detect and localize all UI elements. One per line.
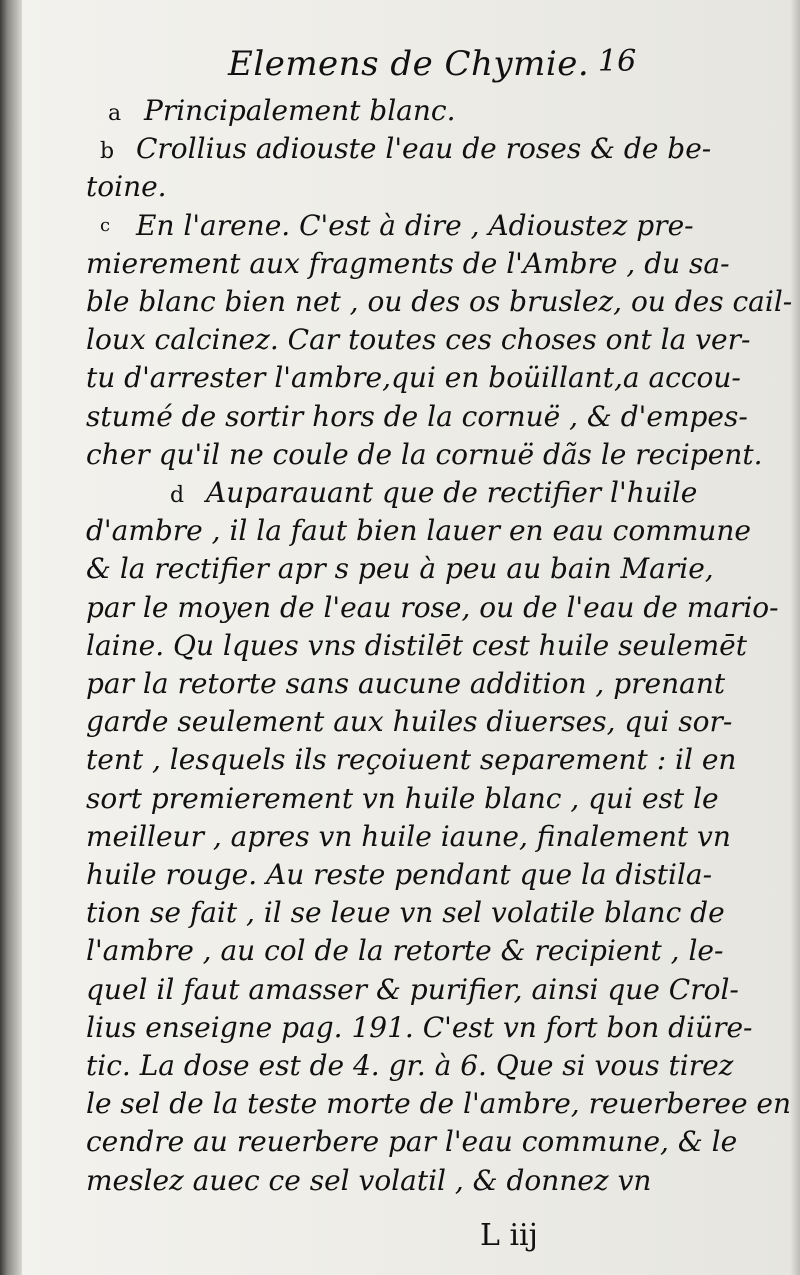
line-text: sort premierement vn huile blanc , qui est le <box>86 781 719 815</box>
text-line <box>86 894 725 932</box>
note-marker: c <box>100 214 111 236</box>
text-line <box>86 398 748 436</box>
text-line <box>86 245 730 283</box>
text-line <box>86 1162 656 1200</box>
text-line <box>86 436 763 474</box>
line-text: tic. La dose est de 4. gr. à 6. Que si vous tirez <box>86 1049 734 1082</box>
text-line <box>86 665 726 703</box>
page-number: 16 <box>598 44 637 79</box>
text-line <box>86 512 751 550</box>
line-text: ble blanc bien net , ou des os bruslez, ou des cail- <box>86 285 793 318</box>
text-line <box>86 856 713 894</box>
line-text: & la rectifier apr s peu à peu au bain Marie, <box>86 552 714 586</box>
line-text: laine. Qu lques vns distilēt cest huile seulemēt <box>86 628 747 662</box>
text-line <box>86 703 733 741</box>
line-text: l'ambre , au col de la retorte & recipient , le- <box>86 934 724 968</box>
text-line <box>108 92 656 133</box>
line-text: lius enseigne pag. 191. C'est vn fort bon diüre- <box>86 1010 753 1044</box>
line-text: En l'arene. C'est à dire , Adioustez pre- <box>136 208 694 242</box>
running-header <box>228 40 658 90</box>
line-text: mierement aux fragments de l'Ambre , du sa- <box>86 246 730 280</box>
line-text: cendre au reuerbere par l'eau commune, & le <box>86 1125 738 1159</box>
line-text: huile rouge. Au reste pendant que la distila- <box>86 858 713 891</box>
line-text: Auparauant que de rectifier l'huile <box>206 476 698 509</box>
note-marker: d <box>170 483 185 508</box>
line-text: d'ambre , il la faut bien lauer en eau commune <box>86 514 751 548</box>
line-text: tent , lesquels ils reçoiuent separement : il en <box>86 743 737 777</box>
text-line <box>86 550 714 588</box>
text-line <box>100 207 694 245</box>
text-line <box>86 627 747 665</box>
line-text: par le moyen de l'eau rose, ou de l'eau de mario- <box>86 590 779 624</box>
line-text: Principalement blanc. <box>144 94 456 127</box>
page-gutter-shadow <box>0 0 22 1275</box>
line-text: meilleur , apres vn huile iaune, finalement vn <box>86 819 731 853</box>
text-line <box>86 1085 792 1123</box>
line-text: toine. <box>86 170 167 204</box>
text-line <box>86 321 751 359</box>
text-line <box>86 780 719 818</box>
text-line <box>86 1123 738 1161</box>
text-line <box>86 168 656 206</box>
line-text: garde seulement aux huiles diuerses, qui sor- <box>86 705 733 739</box>
page-edge <box>790 0 800 1275</box>
text-line <box>86 589 779 627</box>
text-line <box>86 932 724 970</box>
text-line <box>86 818 731 856</box>
line-text: stumé de sortir hors de la cornuë , & d'empes- <box>86 399 748 433</box>
text-line <box>170 474 698 515</box>
text-line <box>86 971 739 1009</box>
signature-mark: L iij <box>480 1218 538 1253</box>
line-text: Crollius adiouste l'eau de roses & de be- <box>136 132 712 166</box>
note-marker: a <box>108 101 122 126</box>
text-line <box>86 741 737 779</box>
line-text: loux calcinez. Car toutes ces choses ont la ver- <box>86 323 751 357</box>
line-text: tion se fait , il se leue vn sel volatile blanc de <box>86 896 725 930</box>
line-text: meslez auec ce sel volatil , & donnez vn <box>86 1163 652 1197</box>
text-line <box>86 1047 734 1085</box>
text-line <box>86 359 741 397</box>
note-marker: b <box>100 139 115 165</box>
line-text: le sel de la teste morte de l'ambre, reuerberee en <box>86 1087 792 1121</box>
line-text: par la retorte sans aucune addition , prenant <box>86 667 726 700</box>
text-line <box>100 130 712 171</box>
text-line <box>86 283 793 321</box>
line-text: tu d'arrester l'ambre,qui en boüillant,a accou- <box>86 361 741 395</box>
line-text: cher qu'il ne coule de la cornuë dãs le recipent. <box>86 437 763 471</box>
running-title: Elemens de Chymie. <box>228 44 590 84</box>
line-text: quel il faut amasser & purifier, ainsi que Crol- <box>86 972 739 1006</box>
text-line <box>86 1009 753 1047</box>
